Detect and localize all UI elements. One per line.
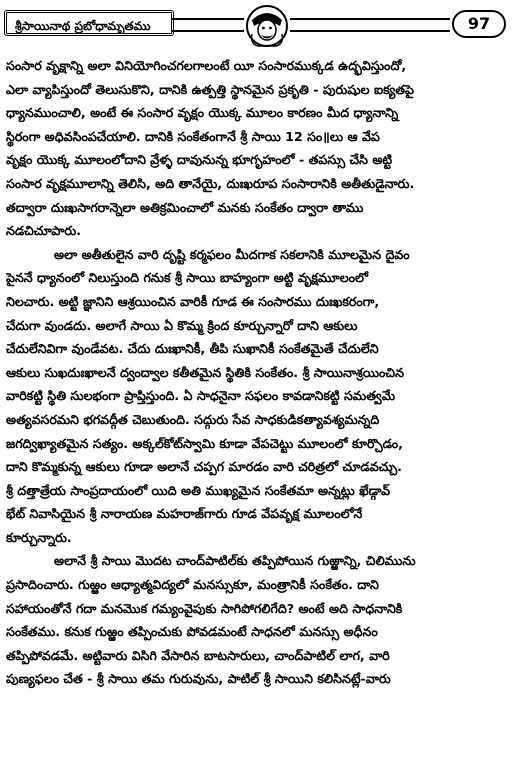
- text-line: పుణ్యఫలం చేత - శ్రీ సాయి తమ గురువును, పాటిల్ శ్రీ సాయిని కలిసినట్లే-వారు: [6, 671, 391, 687]
- text-line: జగద్విఖ్యాతమైన సత్యం. అక్కల్‌కోట్‌స్వామి కూడా వేపచెట్టు మూలంలో కూర్చొడం,: [6, 435, 403, 451]
- sai-baba-portrait-icon: [244, 4, 290, 48]
- text-line: సంసార వృక్షమూలాన్ని తెలిసి, అది తానేయై, దుఃఖరూప సంసారానికి అతీతుడైనారు.: [6, 175, 415, 191]
- paragraph-start-line: అలా అతీతులైన వారి దృష్టి కర్మఫలం మీదగాక సకలానికి మూలమైన దైవం: [54, 246, 410, 262]
- text-line: దాని కొమ్మకున్న ఆకులు గూడా అలానే చప్పగ మారడం వారి చరిత్రలో చూడవచ్చు.: [6, 459, 402, 475]
- text-line: సంకేతము. కనుక గుఱ్ఱం తప్పించుకు పోవడమంటే సాధనలో మనస్సు అధీనం: [6, 624, 378, 640]
- text-line: శ్రీ దత్తాత్రేయ సాంప్రదాయంలో యిది అతి ముఖ్యమైన సంకేతమా అన్నట్లు ఖేడ్గావ్: [6, 482, 391, 498]
- text-line: చేదుగా వుండదు. అలాగే సాయి ఏ కొమ్మ క్రింద కూర్చున్నారో దాని ఆకులు: [6, 317, 358, 333]
- text-line: నడచిచూపారు.: [6, 223, 81, 239]
- page-header: [4, 4, 514, 48]
- text-line: వృక్షం యొక్క మూలంలోదాని వ్రేళ్ళ దావునున్న భూగృహంలో - తపస్సు చేసి అట్టి: [6, 152, 393, 168]
- page-body-text: [6, 54, 510, 691]
- text-line: ప్రసాదించారు. గుఱ్ఱం ఆధ్యాత్మవిద్యలో మనస్సుకూ, మంత్రానికీ సంకేతం. దాని: [6, 577, 379, 593]
- text-line: వారికట్టి స్థితి సులభంగా ప్రాప్తిస్తుంది. ఏ సాధనైనా సఫలం కావడానికట్టి సమత్వమే: [6, 388, 396, 404]
- text-line: నిలచారు. అట్టి జ్ఞానిని ఆశ్రయించిన వారికీ గూడ ఈ సంసారము దుఃఖకరంగా,: [6, 293, 380, 309]
- text-line: సంసార వృక్షాన్ని అలా వినియోగించగలగాలంటే యీ సంసారముక్కడ ఉద్భవిస్తుందో,: [6, 58, 407, 73]
- page-number: 97: [452, 10, 506, 38]
- book-title: శ్రీసాయినాథ ప్రబోధామృతము: [4, 10, 174, 36]
- text-line: భేట్ నివాసియైన శ్రీ నారాయణ మహరాజ్‌గారు గూడ వేపవృక్ష మూలంలోనే: [6, 506, 363, 522]
- header-rule-bottom: [172, 30, 450, 32]
- text-line: తద్వారా దుఃఖసాగరాన్నెలా అతిక్రమించాలో మనకు సంకేతం ద్వారా తాము: [6, 199, 364, 215]
- text-line: ఎలా వ్యాపిస్తుందో తెలుసుకొని, దానికి ఉత్పత్తి స్థానమైన ప్రకృతి - పురుషుల ఐక్యతపై: [6, 81, 414, 97]
- text-line: ధ్యానముంచాలి, అంటే ఈ సంసార వృక్షం యొక్క మూలం కారణం మీద ధ్యానాన్ని: [6, 105, 399, 121]
- text-line: పైననే ధ్యానంలో నిలుస్తుంది గనుక శ్రీ సాయి బాహ్యంగా అట్టి వృక్షమూలంలో: [6, 270, 368, 286]
- portrait-drawing: [244, 4, 290, 48]
- text-line: ఆకులు సుఖదుఃఖాలనే ద్వంద్వాల కతీతమైన స్థితికి సంకేతం. శ్రీ సాయినాశ్రయించిన: [6, 364, 404, 380]
- text-line: అత్యవసరమని భగవద్గీత చెబుతుంది. సద్గురు సేవ సాధకుడికత్యావశ్యమన్నది: [6, 411, 380, 427]
- text-line: చేదులేనివిగా వుండేవట. చేదు దుఃఖానికీ, తీపి సుఖానికీ సంకేతమైతే చేదులేని: [6, 341, 379, 357]
- header-rule-top: [172, 18, 450, 20]
- paragraph-start-line: అలానే శ్రీ సాయి మొదట చాంద్‌పాటిల్‌కు తప్పిపోయిన గుఱ్ఱాన్ని, చిలిమును: [54, 553, 416, 569]
- text-line: స్థిరంగా అధివసింపచేయాలి. దానికి సంకేతంగానే శ్రీ సాయి 12 సం॥లు ఆ వేప: [6, 128, 380, 144]
- text-line: కూర్చున్నారు.: [6, 529, 72, 545]
- text-line: సహాయంతోనే గదా మనమొక గమ్యంవైపుకు సాగిపోగలిగేది? అంటే అది సాధనానికి: [6, 600, 403, 616]
- text-line: తప్పిపోవడమే. అట్టివారు విసిగి వేసారిన బాటసారులు, చాంద్‌పాటిల్ లాగ, వారి: [6, 647, 390, 663]
